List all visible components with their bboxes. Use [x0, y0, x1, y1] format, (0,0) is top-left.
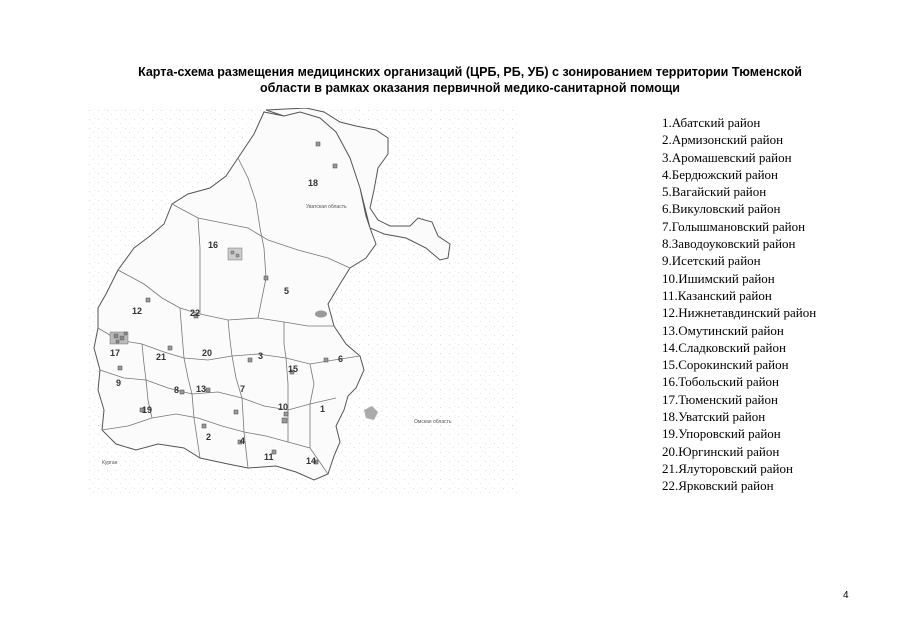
page-title	[60, 64, 880, 96]
label-omsk-area: Омская область	[414, 419, 452, 425]
legend-item: 15.Сорокинский район	[662, 357, 789, 373]
legend-item: 10.Ишимский район	[662, 270, 775, 286]
map-number-5: 5	[284, 286, 290, 296]
map-number-21: 21	[156, 352, 167, 362]
map-number-9: 9	[116, 378, 122, 388]
map-number-13: 13	[196, 384, 207, 394]
legend-item: 18.Уватский район	[662, 409, 766, 425]
map-number-15: 15	[288, 364, 299, 374]
district-legend	[662, 114, 816, 495]
legend-item: 5.Вагайский район	[662, 184, 767, 200]
page-number: 4	[843, 590, 849, 601]
legend-item: 21.Ялуторовский район	[662, 460, 793, 476]
map-number-17: 17	[110, 348, 121, 358]
legend-item: 6.Викуловский район	[662, 201, 781, 217]
label-uvat-area: Уватская область	[306, 204, 347, 210]
legend-item: 17.Тюменский район	[662, 391, 778, 407]
map-number-1: 1	[320, 404, 326, 414]
map-number-14: 14	[306, 456, 317, 466]
map-number-4: 4	[240, 436, 246, 446]
title-line-2: области в рамках оказания первичной медико-санитарной помощи	[260, 81, 680, 95]
city-tobolsk	[228, 248, 242, 260]
map-svg	[88, 108, 518, 493]
legend-item: 20.Юргинский район	[662, 443, 780, 459]
lake	[315, 311, 327, 318]
map-number-12: 12	[132, 306, 143, 316]
map-number-2: 2	[206, 432, 212, 442]
map-number-22: 22	[190, 308, 201, 318]
map-number-10: 10	[278, 402, 289, 412]
city-tyumen	[110, 332, 128, 344]
map-number-19: 19	[142, 405, 153, 415]
region-map	[88, 108, 518, 493]
legend-item: 14.Сладковский район	[662, 339, 786, 355]
legend-item: 9.Исетский район	[662, 253, 761, 269]
map-number-6: 6	[338, 354, 344, 364]
title-line-1: Карта-схема размещения медицинских организаций (ЦРБ, РБ, УБ) с зонированием территории Тюменской	[138, 65, 802, 79]
label-kurgan: Курган	[102, 460, 118, 466]
legend-item: 4.Бердюжский район	[662, 166, 778, 182]
legend-item: 16.Тобольский район	[662, 374, 780, 390]
map-number-16: 16	[208, 240, 219, 250]
legend-item: 7.Голышмановский район	[662, 218, 806, 234]
legend-item: 12.Нижнетавдинский район	[662, 305, 817, 321]
legend-item: 8.Заводоуковский район	[662, 236, 796, 252]
map-number-20: 20	[202, 348, 213, 358]
map-number-7: 7	[240, 384, 246, 394]
legend-item: 2.Армизонский район	[662, 132, 784, 148]
map-number-8: 8	[174, 385, 180, 395]
map-number-3: 3	[258, 351, 264, 361]
legend-item: 3.Аромашевский район	[662, 149, 792, 165]
legend-item: 1.Абатский район	[662, 115, 761, 130]
map-number-18: 18	[308, 178, 319, 188]
legend-item: 22.Ярковский район	[662, 478, 774, 494]
map-number-11: 11	[264, 452, 274, 462]
legend-item: 19.Упоровский район	[662, 426, 781, 442]
legend-item: 11.Казанский район	[662, 287, 772, 303]
legend-item: 13.Омутинский район	[662, 322, 784, 338]
